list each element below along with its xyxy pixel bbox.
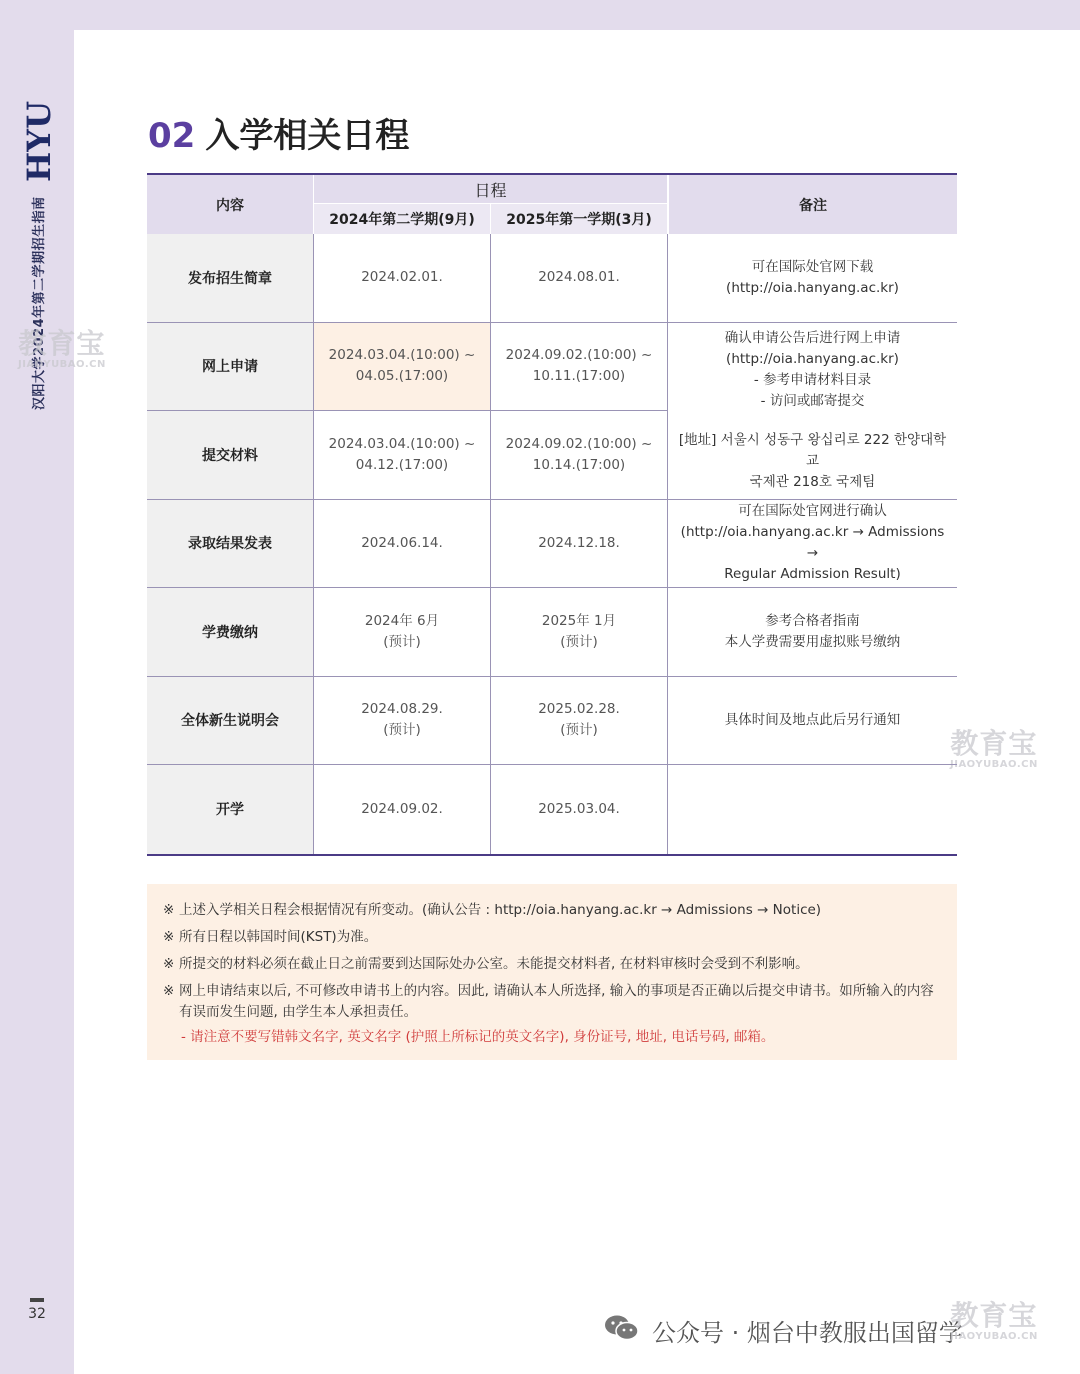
term1-date: 2024.06.14.	[314, 500, 491, 589]
row-label: 录取结果发表	[147, 500, 314, 589]
top-band	[0, 0, 1080, 30]
note-item: ※ 所提交的材料必须在截止日之前需要到达国际处办公室。未能提交材料者, 在材料审核时会受到不利影响。	[163, 956, 809, 972]
term2-date: 2025.03.04.	[491, 765, 668, 854]
vertical-guide-title: 汉阳大学2024年第二学期招生指南	[32, 196, 47, 410]
note-item: ※ 网上申请结束以后, 不可修改申请书上的内容。因此, 请确认本人所选择, 输入的事项是否正确以后提交申请书。如所输入的内容	[163, 983, 934, 999]
remark-cell: 具体时间及地点此后另行通知	[668, 677, 957, 766]
remark-cell: 参考合格者指南 本人学费需要用虚拟账号缴纳	[668, 588, 957, 677]
notes-box	[147, 884, 957, 1060]
watermark-bottom: 教育宝 JIAOYUBAO.CN	[950, 1299, 1038, 1342]
remark-cell-merged: 确认申请公告后进行网上申请 (http://oia.hanyang.ac.kr) - 参考申请材料目录 - 访问或邮寄提交 [地址] 서울시 성동구 왕십리로 222 한양대학교 국제관 218호 국제팀	[668, 323, 957, 500]
remark-cell: 可在国际处官网进行确认 (http://oia.hanyang.ac.kr → Admissions → Regular Admission Result)	[668, 500, 957, 589]
term1-date-highlighted: 2024.03.04.(10:00) ~ 04.05.(17:00)	[314, 323, 491, 412]
row-label: 提交材料	[147, 411, 314, 500]
table-header	[147, 175, 957, 234]
header-schedule-group	[314, 175, 668, 234]
section-number: 02	[148, 116, 196, 156]
remark-cell: 可在国际处官网下载 (http://oia.hanyang.ac.kr)	[668, 234, 957, 323]
footer-credit	[604, 1313, 963, 1348]
wechat-icon	[604, 1314, 640, 1348]
header-content: 内容	[147, 175, 314, 234]
hyu-logo	[20, 101, 58, 184]
term1-date: 2024.09.02.	[314, 765, 491, 854]
term2-date: 2025.02.28. (预计)	[491, 677, 668, 766]
term2-date: 2024.09.02.(10:00) ~ 10.14.(17:00)	[491, 411, 668, 500]
term2-date: 2024.09.02.(10:00) ~ 10.11.(17:00)	[491, 323, 668, 412]
table-body	[147, 234, 957, 854]
term2-date: 2025年 1月 (预计)	[491, 588, 668, 677]
term1-date: 2024.03.04.(10:00) ~ 04.12.(17:00)	[314, 411, 491, 500]
note-item: ※ 所有日程以韩国时间(KST)为准。	[163, 929, 378, 945]
warning-note: - 请注意不要写错韩文名字, 英文名字 (护照上所标记的英文名字), 身份证号, 地址, 电话号码, 邮箱。	[181, 1029, 775, 1045]
term1-date: 2024.08.29. (预计)	[314, 677, 491, 766]
page-title	[148, 108, 409, 157]
header-term-1: 2024年第二学期(9月)	[314, 204, 491, 234]
page-number: 32	[28, 1306, 46, 1322]
note-item: ※ 上述入学相关日程会根据情况有所变动。(确认公告 : http://oia.hanyang.ac.kr → Admissions → Notice)	[163, 902, 822, 918]
row-label: 学费缴纳	[147, 588, 314, 677]
remark-cell-empty	[668, 765, 957, 854]
watermark-right: 教育宝 JIAOYUBAO.CN	[950, 727, 1038, 770]
row-label: 全体新生说明会	[147, 677, 314, 766]
schedule-table	[147, 173, 957, 856]
term2-date: 2024.08.01.	[491, 234, 668, 323]
header-remarks: 备注	[668, 175, 957, 234]
header-term-2: 2025年第一学期(3月)	[491, 204, 668, 234]
term2-date: 2024.12.18.	[491, 500, 668, 589]
sidebar	[0, 0, 74, 1374]
footer-text: 公众号 · 烟台中教服出国留学	[652, 1319, 963, 1347]
row-label: 发布招生简章	[147, 234, 314, 323]
note-continuation: 有误而发生问题, 由学生本人承担责任。	[179, 1004, 418, 1020]
header-schedule: 日程	[314, 175, 668, 204]
term1-date: 2024.02.01.	[314, 234, 491, 323]
section-title: 入学相关日程	[205, 116, 410, 156]
logo-text: HYU	[20, 101, 58, 182]
page-number-mark	[30, 1298, 44, 1302]
row-label: 开学	[147, 765, 314, 854]
term1-date: 2024年 6月 (预计)	[314, 588, 491, 677]
watermark-left: 教育宝 JIAOYUBAO.CN	[18, 327, 106, 370]
row-label: 网上申请	[147, 323, 314, 412]
